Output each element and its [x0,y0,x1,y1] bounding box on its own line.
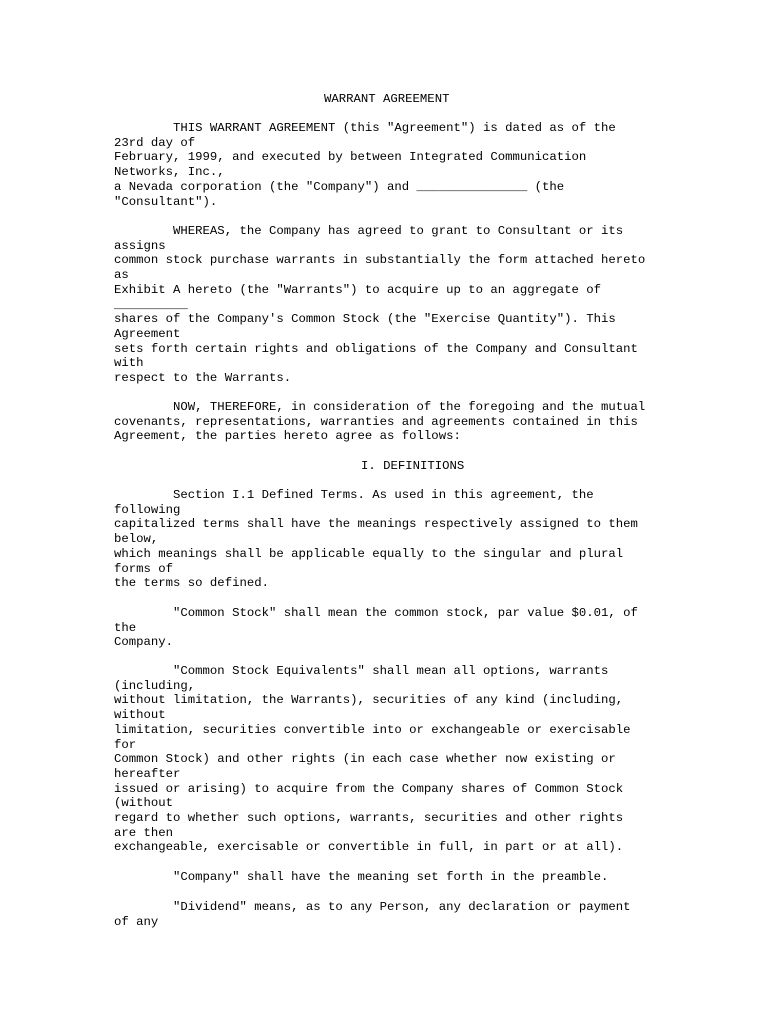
definition-company: "Company" shall have the meaning set forth in the preamble. [114,870,609,884]
section-1-1-paragraph: Section I.1 Defined Terms. As used in this agreement, the following capitalized terms shall have the meanings respectively assigned to them below, which meanings shall be applicable equally to the singular and plural forms of the terms so defined. [114,488,638,591]
preamble-paragraph: THIS WARRANT AGREEMENT (this "Agreement") is dated as of the 23rd day of February, 1999, and executed by between Integrated Communication Networks, Inc., a Nevada corporation (the "Company") and _______________ (the "Consultant"). [114,121,616,209]
now-therefore-paragraph: NOW, THEREFORE, in consideration of the foregoing and the mutual covenants, representations, warranties and agreements contained in this Agreement, the parties hereto agree as follows: [114,400,646,444]
definition-common-stock-equivalents: "Common Stock Equivalents" shall mean all options, warrants (including, without limitation, the Warrants), securities of any kind (including, without limitation, securities convertible into or exchangeable or exercisable for Common Stock) and other rights (in each case whether now existing or hereafter issued or arising) to acquire from the Company shares of Common Stock (without regard to whether such options, warrants, securities and other rights are then exchangeable, exercisable or convertible in full, in part or at all). [114,664,631,855]
section-heading-definitions: I. DEFINITIONS [361,459,465,473]
definition-common-stock: "Common Stock" shall mean the common stock, par value $0.01, of the Company. [114,606,638,650]
definition-dividend: "Dividend" means, as to any Person, any declaration or payment of any [114,900,631,929]
document-title: WARRANT AGREEMENT [324,92,450,106]
whereas-paragraph: WHEREAS, the Company has agreed to grant to Consultant or its assigns common stock purchase warrants in substantially the form attached hereto as Exhibit A hereto (the "Warrants") to acquire up to an aggregate of __________ shares of the Company's Common Stock (the "Exercise Quantity"). This Agreement sets forth certain rights and obligations of the Company and Consultant with respect to the Warrants. [114,224,646,386]
